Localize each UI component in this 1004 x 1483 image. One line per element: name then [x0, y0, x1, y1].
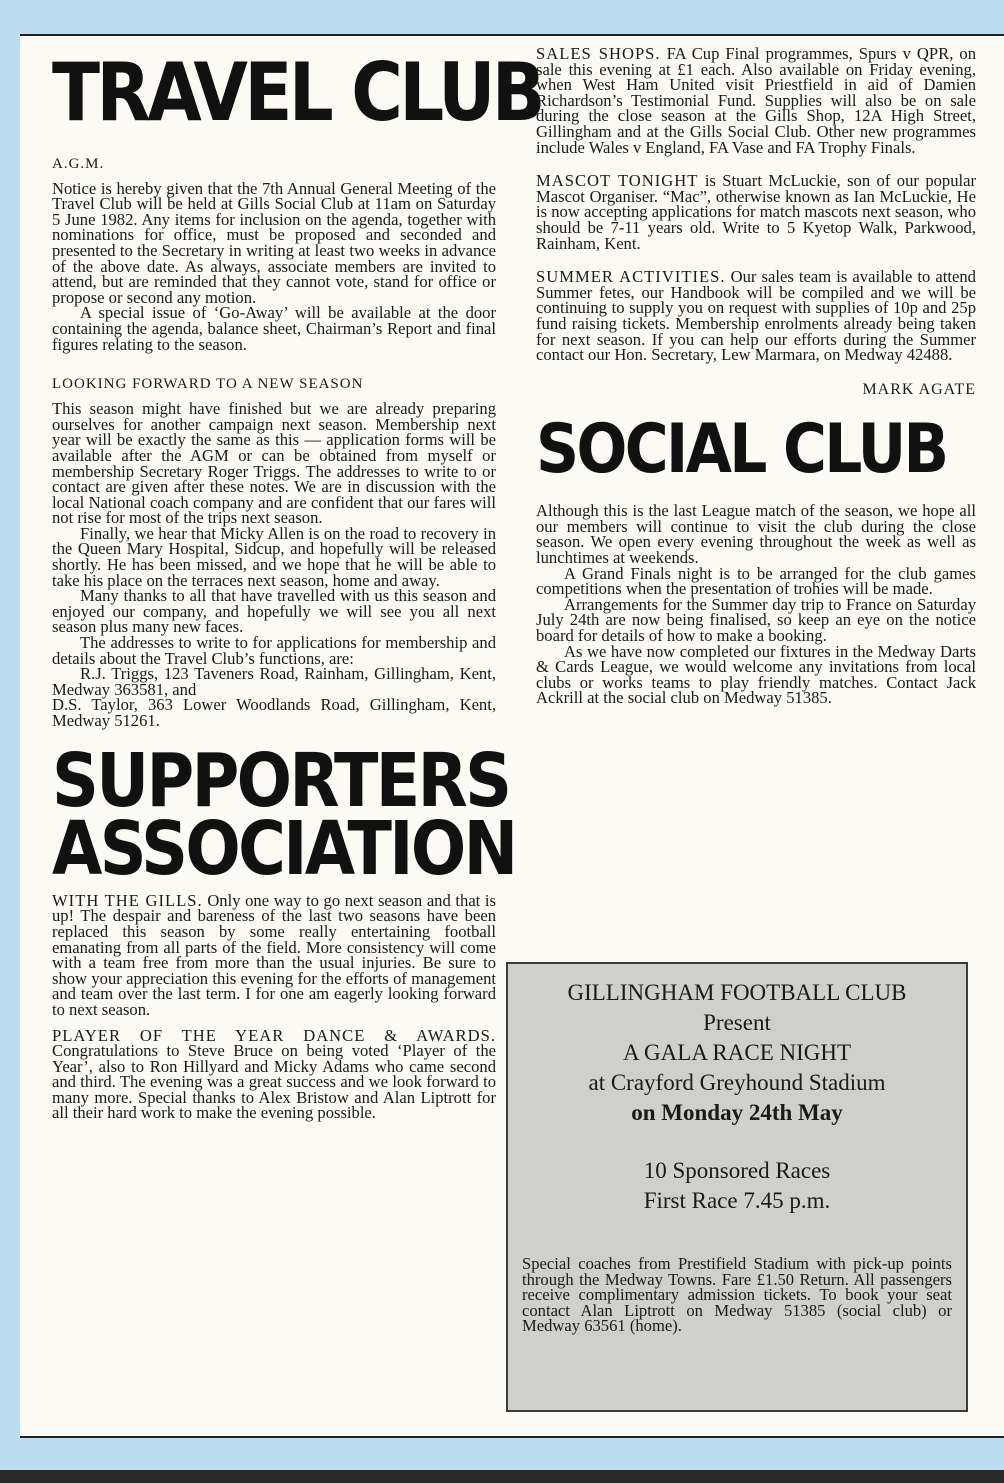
- with-the-gills-paragraph: [52, 890, 496, 1019]
- race-club-name: GILLINGHAM FOOTBALL CLUB: [567, 980, 907, 1005]
- player-of-year-paragraph: [52, 1025, 496, 1123]
- mascot-text: is Stuart McLuckie, son of our popular Mascot Organiser. “Mac”, otherwise known as Ian McLuckie, He is now accepting applications for match mascots next season, who should be 7-11 years old. Write to 5 Kyetop Walk, Parkwood, Rainham, Kent.: [536, 171, 977, 253]
- forward-paragraph-1: This season might have finished but we are already preparing ourselves for another campaign next season. Membership next year will be exactly the same as this — application forms will be available after the AGM or can be obtained from myself or membership Secretary Roger Triggs. The addresses to write to or contact are given after these notes. We are in discussion with the local National coach company and are confident that our fares will not rise for most of the trips next season.: [52, 399, 496, 528]
- with-the-gills-lead: WITH THE GILLS.: [52, 890, 203, 910]
- player-of-year-lead: PLAYER OF THE YEAR DANCE & AWARDS.: [52, 1025, 496, 1045]
- agm-paragraph-2: A special issue of ‘Go-Away’ will be available at the door containing the agenda, balance sheet, Chairman’s Report and final figures relating to the season.: [52, 303, 496, 354]
- forward-paragraph-2: Finally, we hear that Micky Allen is on the road to recovery in the Queen Mary Hospital, Sidcup, and hopefully will be released shortly. He has been missed, and we hope that he will be able to take his place on the terraces next season, home and away.: [52, 523, 496, 590]
- right-column: [536, 46, 976, 706]
- social-paragraph-2: A Grand Finals night is to be arranged for the club games competitions when the presentation of trohies will be made.: [536, 563, 976, 599]
- supporters-headline-line-2: ASSOCIATION: [52, 805, 516, 892]
- forward-paragraph-4: The addresses to write to for applications for membership and details about the Travel Club’s functions, are:: [52, 633, 496, 668]
- mascot-lead: MASCOT TONIGHT: [536, 171, 699, 191]
- address-triggs: R.J. Triggs, 123 Taveners Road, Rainham, Gillingham, Kent, Medway 363581, and: [52, 664, 496, 699]
- supporters-headline: [52, 737, 516, 892]
- author-signature: MARK AGATE: [862, 380, 976, 398]
- race-title: A GALA RACE NIGHT: [622, 1040, 852, 1065]
- left-column: [52, 46, 543, 1123]
- race-present: Present: [703, 1010, 771, 1035]
- race-venue: at Crayford Greyhound Stadium: [588, 1070, 886, 1095]
- social-paragraph-3: Arrangements for the Summer day trip to France on Saturday July 24th are now being finalised, so keep an eye on the notice board for details of how to make a booking.: [536, 594, 976, 645]
- summer-activities-paragraph: [536, 269, 976, 363]
- race-details: Special coaches from Prestifield Stadium with pick-up points through the Medway Towns. Fare £1.50 Return. All passengers receive complimentary admission tickets. To book your seat contact Alan Liptrott on Medway 51385 (social club) or Medway 63561 (home).: [522, 1254, 952, 1336]
- sales-shops-paragraph: [536, 46, 976, 155]
- travel-club-headline: TRAVEL CLUB: [52, 46, 543, 139]
- race-first-time: First Race 7.45 p.m.: [643, 1188, 831, 1213]
- with-the-gills-text: Only one way to go next season and that is up! The despair and bareness of the last two seasons have been replaced this season by some really entertaining football emanating from all parts of the field. More consistency will come with a team free from more than the usual injuries. Be sure to show your appreciation this evening for the efforts of management and team over the last term. I for one am eagerly looking forward to next season.: [52, 890, 496, 1019]
- agm-heading: A.G.M.: [52, 155, 105, 172]
- sales-shops-text: FA Cup Final programmes, Spurs v QPR, on sale this evening at £1 each. Also available on Friday evening, when West Ham United visit Priestfield in aid of Damien Richardson’s Testimonial Fund. Supplies will also be on sale during the close season at the Gills Shop, 12A High Street, Gillingham and at the Gills Social Club. Other new programmes include Wales v England, FA Vase and FA Trophy Finals.: [536, 44, 976, 157]
- looking-forward-heading: LOOKING FORWARD TO A NEW SEASON: [52, 376, 364, 393]
- summer-activities-text: Our sales team is available to attend Summer fetes, our Handbook will be compiled and we will be continuing to supply you on request with supplies of 10p and 25p fund raising tickets. Membership enrolments already being taken for next season. If you can help our efforts during the Summer contact our Hon. Secretary, Lew Marmara, on Medway 42488.: [536, 267, 976, 365]
- race-date: on Monday 24th May: [631, 1100, 843, 1125]
- mascot-paragraph: [536, 173, 976, 251]
- bottom-edge: [0, 1470, 1004, 1483]
- race-sponsored: 10 Sponsored Races: [643, 1158, 831, 1183]
- social-paragraph-1: Although this is the last League match of the season, we hope all our members will continue to visit the club during the close season. We open every evening throughout the week as well as lunchtimes at weekends.: [536, 501, 976, 568]
- player-of-year-text: Congratulations to Steve Bruce on being voted ‘Player of the Year’, also to Ron Hillyard and Micky Adams who came second and third. The evening was a great success and we look forward to many more. Special thanks to Alex Bristow and Alan Liptrott for all their hard work to make the evening possible.: [52, 1041, 496, 1123]
- race-night-advert: [506, 962, 968, 1412]
- forward-paragraph-3: Many thanks to all that have travelled with us this season and enjoyed our company, and hopefully we will see you all next season plus many new faces.: [52, 586, 496, 637]
- social-paragraph-4: As we have now completed our fixtures in the Medway Darts & Cards League, we would welcome any invitations from local clubs or works teams to play friendly matches. Contact Jack Ackrill at the social club on Medway 51385.: [536, 641, 976, 708]
- sales-shops-lead: SALES SHOPS.: [536, 44, 661, 63]
- agm-paragraph: Notice is hereby given that the 7th Annual General Meeting of the Travel Club will be held at Gills Social Club at 11am on Saturday 5 June 1982. Any items for inclusion on the agenda, together with nominations for office, must be proposed and seconded and presented to the Secretary in writing at least two weeks in advance of the above date. As always, associate members are invited to attend, but are reminded that they cannot vote, stand for office or propose or second any motion.: [52, 178, 496, 307]
- summer-activities-lead: SUMMER ACTIVITIES.: [536, 267, 726, 287]
- social-club-headline: SOCIAL CLUB: [536, 409, 947, 489]
- supporters-headline-line-1: SUPPORTERS: [52, 737, 510, 824]
- address-taylor: D.S. Taylor, 363 Lower Woodlands Road, Gillingham, Kent, Medway 51261.: [52, 695, 496, 730]
